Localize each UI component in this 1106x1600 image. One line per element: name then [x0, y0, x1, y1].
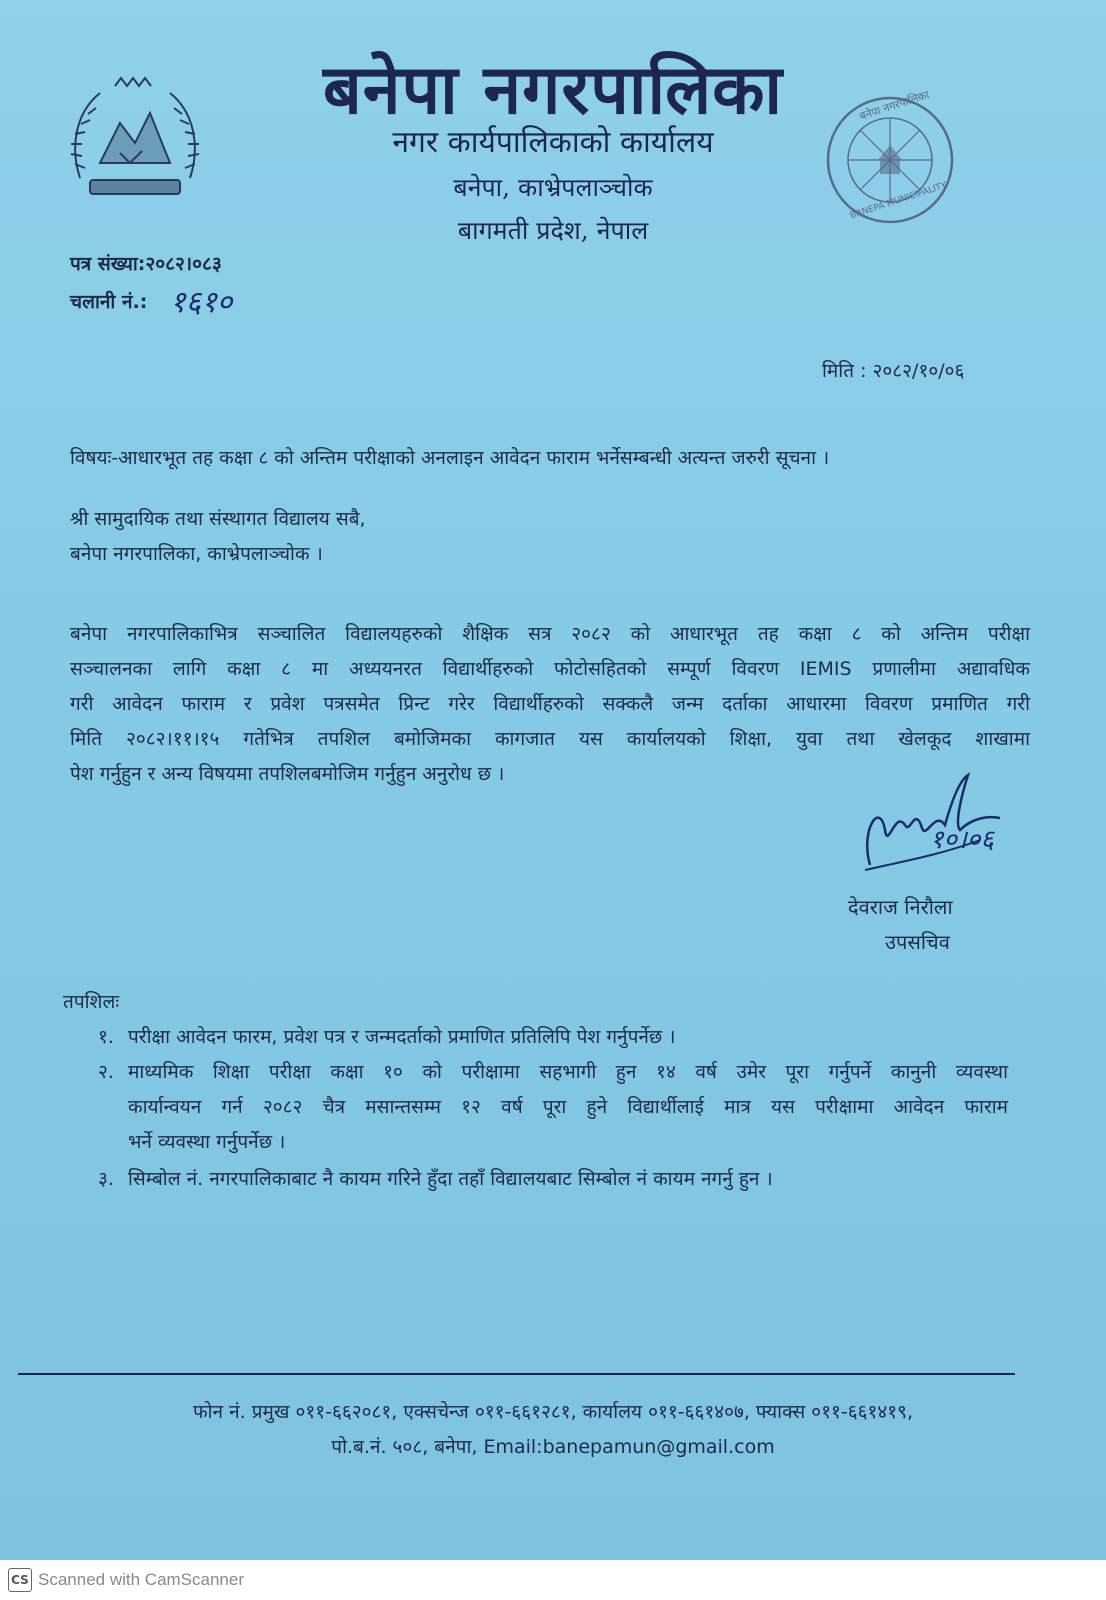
dispatch-number-label: चलानी नं.: — [70, 291, 148, 313]
body-line: बनेपा नगरपालिकाभित्र सञ्चालित विद्यालयहरुको शैक्षिक सत्र २०८२ को आधारभूत तह कक्षा ८ को अन्तिम परीक्षा — [70, 623, 1030, 645]
details-item-text: भर्ने व्यवस्था गर्नुपर्नेछ । — [128, 1131, 286, 1153]
office-address: बनेपा, काभ्रेपलाञ्चोक — [453, 173, 653, 202]
office-province: बागमती प्रदेश, नेपाल — [457, 216, 649, 245]
details-item-number: ३. — [98, 1168, 114, 1190]
municipality-title: बनेपा नगरपालिका — [322, 50, 784, 130]
seal-bottom-text: BANEPA MUNICIPALITY — [848, 180, 949, 222]
details-item-text: माध्यमिक शिक्षा परीक्षा कक्षा १० को परीक्षामा सहभागी हुन १४ वर्ष उमेर पूरा गर्नुपर्ने कानुनी व्यवस्था — [128, 1061, 1008, 1083]
date-label: मिति : — [822, 360, 867, 382]
footer-address-line: पो.ब.नं. ५०८, बनेपा, Email:banepamun@gmail.com — [331, 1436, 775, 1458]
addressee-line-1: श्री सामुदायिक तथा संस्थागत विद्यालय सबै, — [70, 508, 366, 530]
details-heading: तपशिलः — [63, 991, 120, 1013]
addressee-line-2: बनेपा नगरपालिका, काभ्रेपलाञ्चोक । — [70, 543, 323, 565]
letter-number-label: पत्र संख्या: — [70, 253, 146, 275]
subject-line: विषयः-आधारभूत तह कक्षा ८ को अन्तिम परीक्षाको अनलाइन आवेदन फाराम भर्नेसम्बन्धी अत्यन्त जरुरी सूचना । — [70, 447, 830, 469]
footer-contact-line: फोन नं. प्रमुख ०११-६६२०८१, एक्सचेन्ज ०११-६६१२८१, कार्यालय ०११-६६१४०७, फ्याक्स ०११-६६१४१९, — [192, 1401, 914, 1423]
signatory-designation: उपसचिव — [885, 930, 950, 954]
dispatch-number-value: १६१० — [170, 285, 233, 320]
details-item-text: कार्यान्वयन गर्न २०८२ चैत्र मसान्तसम्म १२ वर्ष पूरा हुने विद्यार्थीलाई मात्र यस परीक्षामा आवेदन फाराम — [128, 1096, 1008, 1118]
signature-date: १०।०६ — [930, 825, 994, 855]
details-item-number: २. — [98, 1061, 114, 1083]
dispatch-number — [70, 288, 147, 314]
details-item-text: परीक्षा आवेदन फारम, प्रवेश पत्र र जन्मदर्ताको प्रमाणित प्रतिलिपि पेश गर्नुपर्नेछ । — [128, 1026, 676, 1048]
camscanner-logo-icon: CS — [8, 1568, 32, 1592]
seal-top-text: बनेपा नगरपालिका — [857, 88, 931, 123]
letter-number — [70, 250, 222, 276]
details-item-text: सिम्बोल नं. नगरपालिकाबाट नै कायम गरिने हुँदा तहाँ विद्यालयबाट सिम्बोल नं कायम नगर्नु हुन । — [128, 1168, 773, 1190]
body-line: गरी आवेदन फाराम र प्रवेश पत्रसमेत प्रिन्ट गरेर विद्यार्थीहरुको सक्कलै जन्म दर्ताका आधारमा विवरण प्रमाणित गरी — [70, 693, 1030, 715]
body-line: सञ्चालनका लागि कक्षा ८ मा अध्ययनरत विद्यार्थीहरुको फोटोसहितको सम्पूर्ण विवरण IEMIS प्रणालीमा अद्यावधिक — [70, 658, 1030, 680]
date-value: २०८२/१०/०६ — [872, 360, 965, 382]
body-line: पेश गर्नुहुन र अन्य विषयमा तपशिलबमोजिम गर्नुहुन अनुरोध छ । — [70, 763, 505, 785]
letter-number-value: २०८२।०८३ — [145, 253, 222, 275]
letter-date — [822, 357, 964, 383]
office-name: नगर कार्यपालिकाको कार्यालय — [392, 125, 714, 160]
signatory-name: देवराज निरौला — [848, 895, 953, 919]
body-line: मिति २०८२।११।१५ गतेभित्र तपशिल बमोजिमका कागजात यस कार्यालयको शिक्षा, युवा तथा खेलकूद शाखामा — [70, 728, 1030, 750]
scanner-watermark: Scanned with CamScanner — [38, 1570, 245, 1589]
details-item-number: १. — [98, 1026, 114, 1048]
footer-divider — [18, 1373, 1015, 1375]
